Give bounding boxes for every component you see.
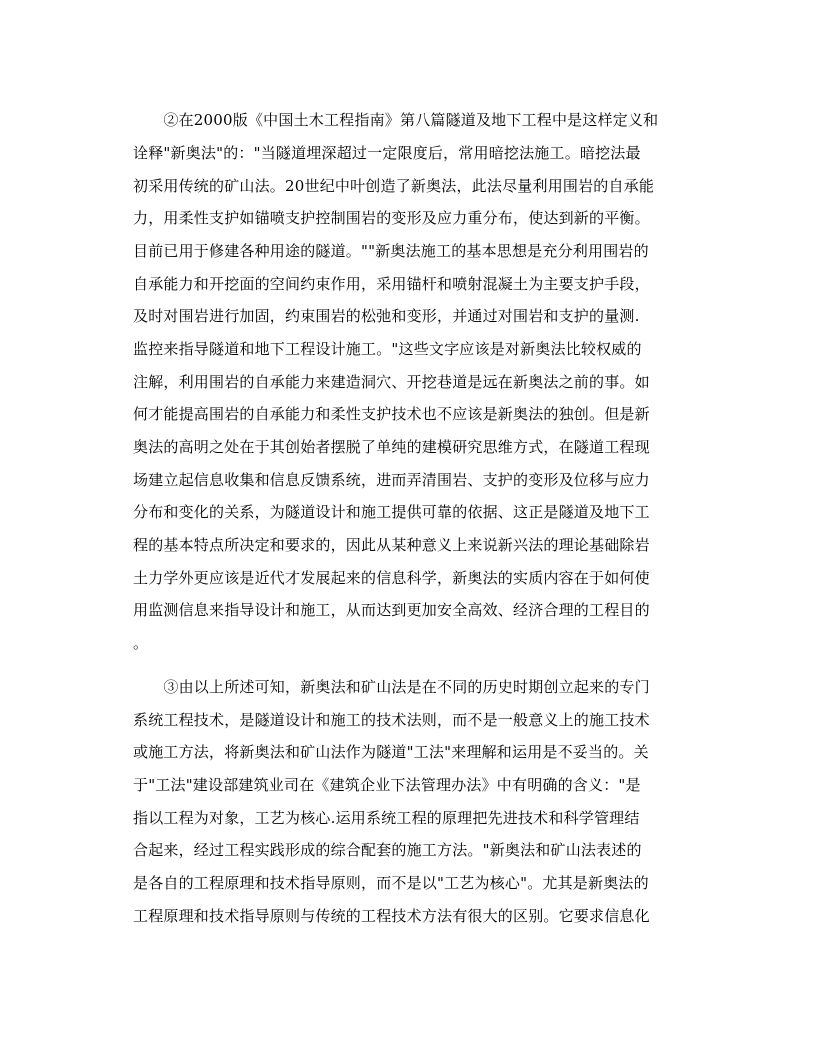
text-line: 何才能提高围岩的自承能力和柔性支护技术也不应该是新奥法的独创。但是新 bbox=[133, 405, 650, 423]
text-line: 注解，利用围岩的自承能力来建造洞穴、开挖巷道是远在新奥法之前的事。如 bbox=[133, 373, 650, 391]
text-line: ②在2000版《中国土木工程指南》第八篇隧道及地下工程中是这样定义和 bbox=[133, 111, 659, 129]
text-line: 于"工法"建设部建筑业司在《建筑企业下法管理办法》中有明确的含义："是 bbox=[133, 776, 641, 794]
text-line: 工程原理和技术指导原则与传统的工程技术方法有很大的区别。它要求信息化 bbox=[133, 907, 650, 925]
text-line: 目前已用于修建各种用途的隧道。""新奥法施工的基本思想是充分利用围岩的 bbox=[133, 242, 649, 260]
text-line: 力，用柔性支护如锚喷支护控制围岩的变形及应力重分布，使达到新的平衡。 bbox=[133, 209, 650, 227]
text-line: 程的基本特点所决定和要求的，因此从某种意义上来说新兴法的理论基础除岩 bbox=[133, 536, 650, 554]
text-line: 奥法的高明之处在于其创始者摆脱了单纯的建模研究思维方式，在隧道工程现 bbox=[133, 438, 650, 456]
text-line: 指以工程为对象，工艺为核心.运用系统工程的原理把先进技术和科学管理结 bbox=[133, 809, 640, 827]
text-line: 及时对围岩进行加固，约束围岩的松弛和变形，并通过对围岩和支护的量测. bbox=[133, 307, 640, 325]
text-line: 诠释"新奥法"的："当隧道埋深超过一定限度后，常用暗挖法施工。暗挖法最 bbox=[133, 144, 641, 162]
text-line: 系统工程技术，是隧道设计和施工的技术法则，而不是一般意义上的施工技术 bbox=[133, 711, 650, 729]
text-line: 自承能力和开挖面的空间约束作用，采用锚杆和喷射混凝土为主要支护手段， bbox=[133, 275, 650, 293]
text-line: 合起来，经过工程实践形成的综合配套的施工方法。"新奥法和矿山法表述的 bbox=[133, 841, 642, 859]
text-line: 分布和变化的关系，为隧道设计和施工提供可靠的依据、这正是隧道及地下工 bbox=[133, 503, 650, 521]
text-line: 用监测信息来指导设计和施工，从而达到更加安全高效、经济合理的工程目的 bbox=[133, 601, 650, 619]
text-line: 。 bbox=[133, 634, 149, 652]
text-line: 监控来指导隧道和地下工程设计施工。"这些文字应该是对新奥法比较权威的 bbox=[133, 340, 642, 358]
text-line: 场建立起信息收集和信息反馈系统，进而弄清围岩、支护的变形及位移与应力 bbox=[133, 471, 650, 489]
text-line: ③由以上所述可知，新奥法和矿山法是在不同的历史时期创立起来的专门 bbox=[133, 678, 650, 696]
text-line: 是各自的工程原理和技术指导原则，而不是以"工艺为核心"。尤其是新奥法的 bbox=[133, 874, 649, 892]
text-line: 土力学外更应该是近代才发展起来的信息科学，新奥法的实质内容在于如何使 bbox=[133, 569, 650, 587]
text-line: 初采用传统的矿山法。20世纪中叶创造了新奥法，此法尽量利用围岩的自承能 bbox=[133, 177, 655, 195]
text-line: 或施工方法，将新奥法和矿山法作为隧道"工法"来理解和运用是不妥当的。关 bbox=[133, 743, 649, 761]
